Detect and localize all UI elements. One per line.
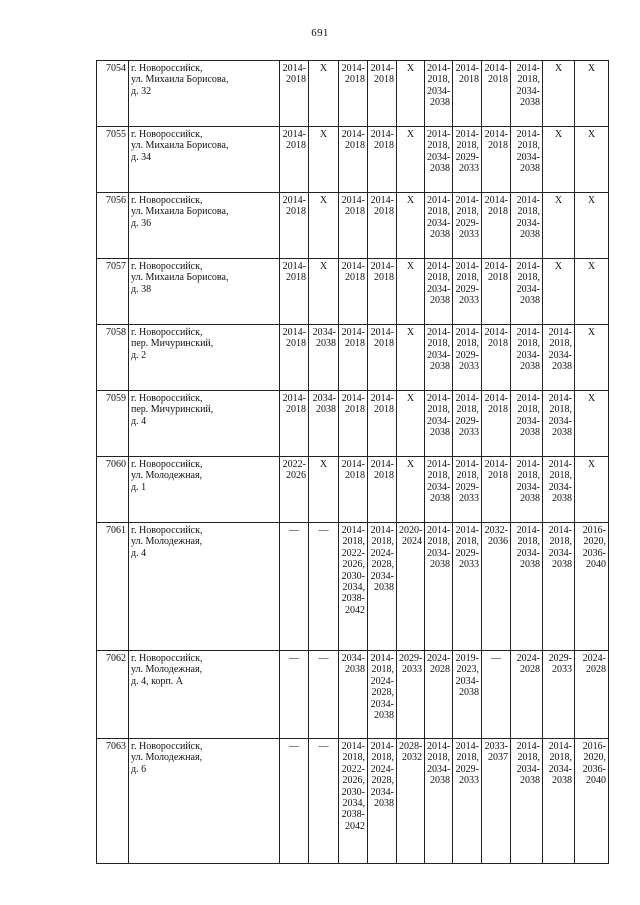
schedule-cell: 2014- 2018, 2029- 2033 — [453, 127, 482, 193]
schedule-cell: 2014- 2018, 2034- 2038 — [511, 325, 543, 391]
schedule-cell: 2033- 2037 — [482, 739, 511, 864]
schedule-cell: — — [280, 651, 309, 739]
schedule-cell: — — [309, 739, 339, 864]
schedule-cell: X — [575, 127, 609, 193]
schedule-cell: 2014- 2018, 2034- 2038 — [511, 193, 543, 259]
schedule-cell: 2014- 2018, 2022- 2026, 2030- 2034, 2038- 2042 — [339, 739, 368, 864]
row-number: 7054 — [97, 61, 129, 127]
schedule-cell: 2014- 2018, 2024- 2028, 2034- 2038 — [368, 739, 397, 864]
schedule-cell: 2019- 2023, 2034- 2038 — [453, 651, 482, 739]
schedule-cell: 2022- 2026 — [280, 457, 309, 523]
schedule-cell: X — [309, 457, 339, 523]
schedule-cell: 2014- 2018 — [280, 259, 309, 325]
schedule-cell: 2034- 2038 — [309, 391, 339, 457]
address-cell — [129, 739, 280, 864]
schedule-cell: 2014- 2018 — [482, 457, 511, 523]
address-line: д. 32 — [131, 85, 152, 97]
address-cell — [129, 259, 280, 325]
row-number: 7061 — [97, 523, 129, 651]
schedule-cell: 2014- 2018, 2024- 2028, 2034- 2038 — [368, 651, 397, 739]
address-line: г. Новороссийск, — [131, 195, 203, 206]
schedule-cell: 2014- 2018 — [280, 325, 309, 391]
schedule-cell: 2014- 2018 — [482, 193, 511, 259]
schedule-cell: 2014- 2018 — [368, 259, 397, 325]
schedule-cell: X — [397, 259, 425, 325]
schedule-cell: 2014- 2018, 2029- 2033 — [453, 325, 482, 391]
schedule-cell: 2014- 2018, 2034- 2038 — [511, 739, 543, 864]
address-line: ул. Михаила Борисова, — [131, 140, 229, 152]
schedule-cell: — — [280, 739, 309, 864]
address-cell — [129, 523, 280, 651]
table-row — [97, 61, 609, 127]
address-line: д. 1 — [131, 481, 147, 493]
schedule-cell: 2014- 2018 — [339, 325, 368, 391]
schedule-cell: 2014- 2018 — [280, 193, 309, 259]
address-line: г. Новороссийск, — [131, 393, 203, 404]
schedule-cell: 2014- 2018 — [368, 391, 397, 457]
schedule-cell: X — [309, 259, 339, 325]
schedule-cell: 2014- 2018 — [339, 391, 368, 457]
schedule-cell: 2014- 2018, 2034- 2038 — [543, 325, 575, 391]
schedule-cell: X — [543, 193, 575, 259]
address-line: д. 4 — [131, 415, 147, 427]
address-line: д. 4 — [131, 547, 147, 559]
row-number: 7056 — [97, 193, 129, 259]
schedule-cell: 2014- 2018, 2034- 2038 — [425, 391, 453, 457]
schedule-cell: 2014- 2018, 2029- 2033 — [453, 739, 482, 864]
address-line: пер. Мичуринский, — [131, 338, 214, 350]
address-line: г. Новороссийск, — [131, 129, 203, 140]
schedule-cell: X — [575, 259, 609, 325]
address-cell — [129, 193, 280, 259]
address-line: д. 38 — [131, 283, 152, 295]
table-row — [97, 651, 609, 739]
address-line: г. Новороссийск, — [131, 261, 203, 272]
table-row — [97, 325, 609, 391]
page-number: 691 — [311, 27, 329, 39]
address-line: д. 36 — [131, 217, 152, 229]
schedule-cell: 2014- 2018, 2034- 2038 — [543, 457, 575, 523]
schedule-cell: 2028- 2032 — [397, 739, 425, 864]
schedule-cell: 2014- 2018 — [368, 61, 397, 127]
schedule-cell: X — [397, 193, 425, 259]
housing-repair-schedule-table — [96, 60, 609, 864]
schedule-cell: 2014- 2018, 2022- 2026, 2030- 2034, 2038- 2042 — [339, 523, 368, 651]
address-cell — [129, 651, 280, 739]
schedule-cell: 2014- 2018 — [482, 259, 511, 325]
table-row — [97, 391, 609, 457]
schedule-cell: X — [397, 127, 425, 193]
schedule-cell: 2014- 2018 — [482, 61, 511, 127]
schedule-cell: 2014- 2018, 2029- 2033 — [453, 523, 482, 651]
schedule-cell: 2034- 2038 — [339, 651, 368, 739]
schedule-cell: 2014- 2018, 2034- 2038 — [511, 61, 543, 127]
address-line: ул. Михаила Борисова, — [131, 272, 229, 284]
schedule-cell: 2014- 2018 — [453, 61, 482, 127]
address-line: г. Новороссийск, — [131, 327, 203, 338]
schedule-cell: X — [543, 259, 575, 325]
address-line: ул. Молодежная, — [131, 752, 203, 764]
schedule-cell: X — [575, 61, 609, 127]
row-number: 7062 — [97, 651, 129, 739]
table-row — [97, 523, 609, 651]
schedule-cell: X — [397, 61, 425, 127]
schedule-cell: 2014- 2018 — [339, 457, 368, 523]
schedule-cell: 2014- 2018, 2029- 2033 — [453, 259, 482, 325]
schedule-cell: 2014- 2018 — [368, 457, 397, 523]
schedule-cell: X — [397, 325, 425, 391]
schedule-cell: X — [397, 391, 425, 457]
schedule-cell: 2034- 2038 — [309, 325, 339, 391]
schedule-cell: 2014- 2018 — [339, 127, 368, 193]
table-row — [97, 127, 609, 193]
schedule-cell: 2014- 2018, 2034- 2038 — [543, 523, 575, 651]
schedule-cell: 2029- 2033 — [397, 651, 425, 739]
schedule-cell: — — [309, 523, 339, 651]
schedule-cell: 2024- 2028 — [425, 651, 453, 739]
schedule-cell: X — [309, 193, 339, 259]
schedule-cell: 2014- 2018, 2034- 2038 — [425, 61, 453, 127]
address-line: г. Новороссийск, — [131, 459, 203, 470]
schedule-cell: X — [575, 325, 609, 391]
schedule-cell: 2014- 2018 — [482, 325, 511, 391]
schedule-cell: X — [575, 457, 609, 523]
address-line: д. 2 — [131, 349, 147, 361]
address-line: д. 6 — [131, 763, 147, 775]
schedule-cell: 2014- 2018, 2034- 2038 — [511, 457, 543, 523]
schedule-cell: 2014- 2018, 2034- 2038 — [425, 325, 453, 391]
address-cell — [129, 61, 280, 127]
schedule-cell: 2014- 2018, 2034- 2038 — [425, 193, 453, 259]
schedule-cell: 2014- 2018, 2029- 2033 — [453, 193, 482, 259]
address-line: ул. Молодежная, — [131, 470, 203, 482]
row-number: 7063 — [97, 739, 129, 864]
schedule-cell: 2020- 2024 — [397, 523, 425, 651]
address-line: ул. Михаила Борисова, — [131, 74, 229, 86]
schedule-cell: 2014- 2018 — [368, 193, 397, 259]
schedule-cell: — — [280, 523, 309, 651]
schedule-cell: 2014- 2018, 2034- 2038 — [425, 457, 453, 523]
schedule-cell: 2032- 2036 — [482, 523, 511, 651]
schedule-cell: 2024- 2028 — [575, 651, 609, 739]
table-row — [97, 259, 609, 325]
address-cell — [129, 127, 280, 193]
schedule-cell: 2014- 2018 — [482, 127, 511, 193]
schedule-cell: 2029- 2033 — [543, 651, 575, 739]
schedule-cell: 2014- 2018 — [339, 193, 368, 259]
schedule-cell: 2014- 2018, 2029- 2033 — [453, 391, 482, 457]
schedule-cell: 2016- 2020, 2036- 2040 — [575, 523, 609, 651]
schedule-cell: 2016- 2020, 2036- 2040 — [575, 739, 609, 864]
address-line: ул. Молодежная, — [131, 536, 203, 548]
schedule-cell: 2024- 2028 — [511, 651, 543, 739]
schedule-cell: 2014- 2018, 2034- 2038 — [511, 391, 543, 457]
row-number: 7060 — [97, 457, 129, 523]
schedule-cell: 2014- 2018, 2034- 2038 — [425, 523, 453, 651]
address-cell — [129, 457, 280, 523]
address-line: г. Новороссийск, — [131, 653, 203, 664]
table-row — [97, 739, 609, 864]
row-number: 7059 — [97, 391, 129, 457]
schedule-cell: 2014- 2018, 2024- 2028, 2034- 2038 — [368, 523, 397, 651]
schedule-cell: 2014- 2018, 2029- 2033 — [453, 457, 482, 523]
table-row — [97, 193, 609, 259]
address-cell — [129, 325, 280, 391]
schedule-cell: — — [482, 651, 511, 739]
schedule-cell: 2014- 2018, 2034- 2038 — [425, 739, 453, 864]
schedule-cell: — — [309, 651, 339, 739]
schedule-cell: 2014- 2018, 2034- 2038 — [425, 127, 453, 193]
schedule-cell: X — [309, 127, 339, 193]
schedule-cell: X — [543, 127, 575, 193]
schedule-cell: 2014- 2018, 2034- 2038 — [425, 259, 453, 325]
schedule-cell: 2014- 2018 — [339, 61, 368, 127]
schedule-cell: 2014- 2018 — [368, 325, 397, 391]
schedule-cell: 2014- 2018 — [339, 259, 368, 325]
schedule-cell: 2014- 2018 — [280, 391, 309, 457]
schedule-cell: X — [543, 61, 575, 127]
schedule-cell: X — [575, 193, 609, 259]
schedule-cell: 2014- 2018, 2034- 2038 — [543, 391, 575, 457]
schedule-cell: 2014- 2018 — [280, 127, 309, 193]
row-number: 7055 — [97, 127, 129, 193]
address-line: ул. Михаила Борисова, — [131, 206, 229, 218]
schedule-cell: 2014- 2018 — [368, 127, 397, 193]
schedule-cell: X — [309, 61, 339, 127]
address-line: г. Новороссийск, — [131, 525, 203, 536]
address-line: г. Новороссийск, — [131, 741, 203, 752]
schedule-cell: 2014- 2018, 2034- 2038 — [511, 523, 543, 651]
address-line: г. Новороссийск, — [131, 63, 203, 74]
row-number: 7057 — [97, 259, 129, 325]
address-line: д. 34 — [131, 151, 152, 163]
schedule-cell: 2014- 2018 — [280, 61, 309, 127]
address-line: пер. Мичуринский, — [131, 404, 214, 416]
schedule-cell: 2014- 2018 — [482, 391, 511, 457]
address-line: д. 4, корп. А — [131, 675, 184, 687]
schedule-cell: X — [397, 457, 425, 523]
schedule-cell: 2014- 2018, 2034- 2038 — [543, 739, 575, 864]
schedule-cell: 2014- 2018, 2034- 2038 — [511, 127, 543, 193]
address-line: ул. Молодежная, — [131, 664, 203, 676]
table-row — [97, 457, 609, 523]
schedule-cell: X — [575, 391, 609, 457]
schedule-cell: 2014- 2018, 2034- 2038 — [511, 259, 543, 325]
table-body — [97, 61, 609, 864]
address-cell — [129, 391, 280, 457]
row-number: 7058 — [97, 325, 129, 391]
